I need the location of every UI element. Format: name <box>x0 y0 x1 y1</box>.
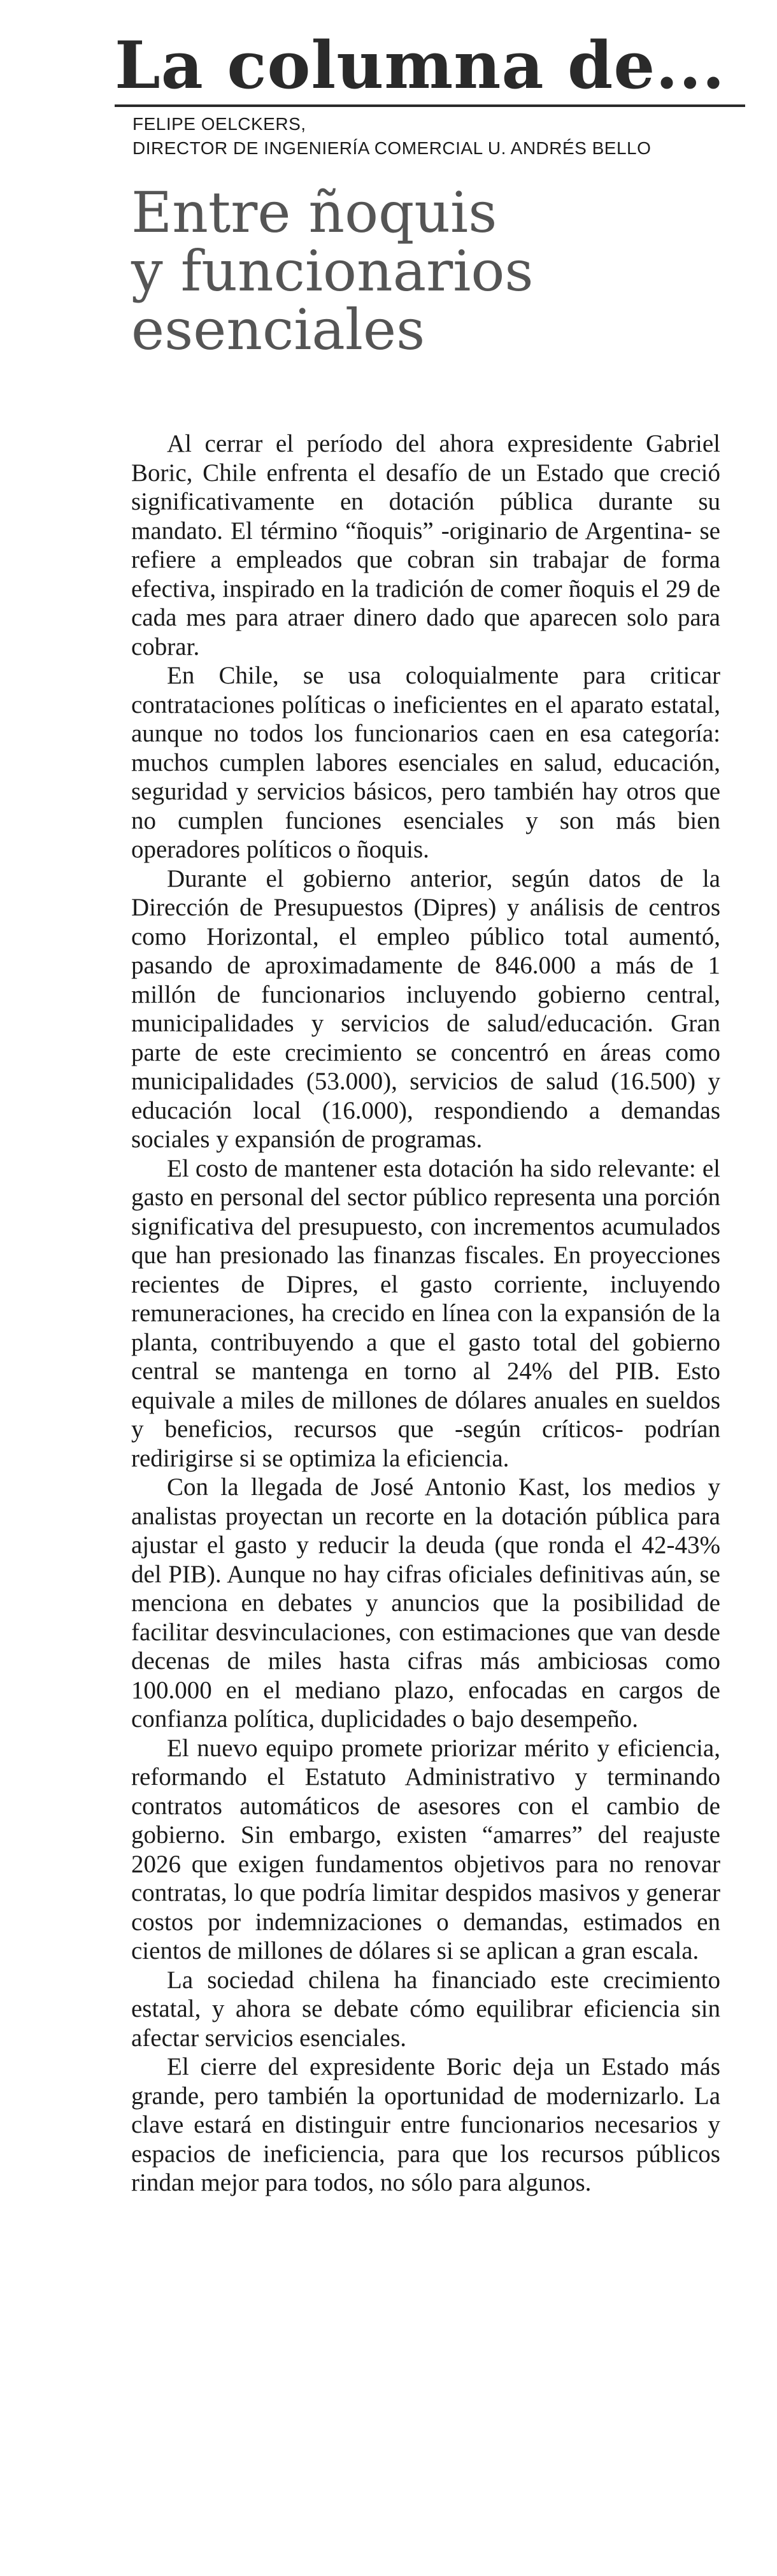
article-paragraph: El nuevo equipo promete priorizar mérito y eficiencia, reformando el Estatuto Administrativo y terminando contratos automáticos de asesores con el cambio de gobierno. Sin embargo, existen “amarres” del reajuste 2026 que exigen fundamentos objetivos para no renovar contratas, lo que podría limitar despidos masivos y generar costos por indemnizaciones o demandas, estimados en cientos de millones de dólares si se aplican a gran escala. <box>131 1734 720 1964</box>
article-paragraph: Durante el gobierno anterior, según datos de la Dirección de Presupuestos (Dipres) y análisis de centros como Horizontal, el empleo público total aumentó, pasando de aproximadamente de 846.000 a más de 1 millón de funcionarios incluyendo gobierno central, municipalidades y servicios de salud/educación. Gran parte de este crecimiento se concentró en áreas como municipalidades (53.000), servicios de salud (16.500) y educación local (16.000), respondiendo a demandas sociales y expansión de programas. <box>131 864 720 1153</box>
headline-line: y funcionarios <box>131 238 534 304</box>
headline-line: esenciales <box>131 297 425 362</box>
section-header <box>0 0 777 158</box>
byline <box>132 112 651 161</box>
header-divider <box>115 104 745 107</box>
article-paragraph: El cierre del expresidente Boric deja un Estado más grande, pero también la oportunidad de modernizarlo. La clave estará en distinguir entre funcionarios necesarios y espacios de ineficiencia, para que los recursos públicos rindan mejor para todos, no sólo para algunos. <box>131 2053 720 2196</box>
section-title: La columna de... <box>115 27 725 104</box>
article-paragraph: Al cerrar el período del ahora expresidente Gabriel Boric, Chile enfrenta el desafío de un Estado que creció significativamente en dotación pública durante su mandato. El término “ñoquis” -originario de Argentina- se refiere a empleados que cobran sin trabajar de forma efectiva, inspirado en la tradición de comer ñoquis el 29 de cada mes para atraer dinero dado que aparecen solo para cobrar. <box>131 430 720 661</box>
author-role: DIRECTOR DE INGENIERÍA COMERCIAL U. ANDRÉS BELLO <box>132 138 652 158</box>
article-paragraph: En Chile, se usa coloquialmente para criticar contrataciones políticas o ineficientes en el aparato estatal, aunque no todos los funcionarios caen en esa categoría: muchos cumplen labores esenciales en salud, educación, seguridad y servicios básicos, pero también hay otros que no cumplen funciones esenciales y son más bien operadores políticos o ñoquis. <box>131 662 720 863</box>
article-paragraph: La sociedad chilena ha financiado este crecimiento estatal, y ahora se debate cómo equilibrar eficiencia sin afectar servicios esenciales. <box>131 1966 720 2052</box>
article-headline <box>131 180 534 362</box>
article-paragraph: El costo de mantener esta dotación ha sido relevante: el gasto en personal del sector público representa una porción significativa del presupuesto, con incrementos acumulados que han presionado las finanzas fiscales. En proyecciones recientes de Dipres, el gasto corriente, incluyendo remuneraciones, ha crecido en línea con la expansión de la planta, contribuyendo a que el gasto total del gobierno central se mantenga en torno al 24% del PIB. Esto equivale a miles de millones de dólares anuales en sueldos y beneficios, recursos que -según críticos- podrían redirigirse si se optimiza la eficiencia. <box>131 1154 720 1472</box>
author-name: FELIPE OELCKERS, <box>132 114 306 134</box>
headline-line: Entre ñoquis <box>131 180 497 245</box>
article-paragraph: Con la llegada de José Antonio Kast, los medios y analistas proyectan un recorte en la dotación pública para ajustar el gasto y reducir la deuda (que ronda el 42-43% del PIB). Aunque no hay cifras oficiales definitivas aún, se menciona en debates y anuncios que la posibilidad de facilitar desvinculaciones, con estimaciones que van desde decenas de miles hasta cifras más ambiciosas como 100.000 en el mediano plazo, enfocadas en cargos de confianza política, duplicidades o bajo desempeño. <box>131 1473 720 1733</box>
article-body <box>131 429 720 2198</box>
